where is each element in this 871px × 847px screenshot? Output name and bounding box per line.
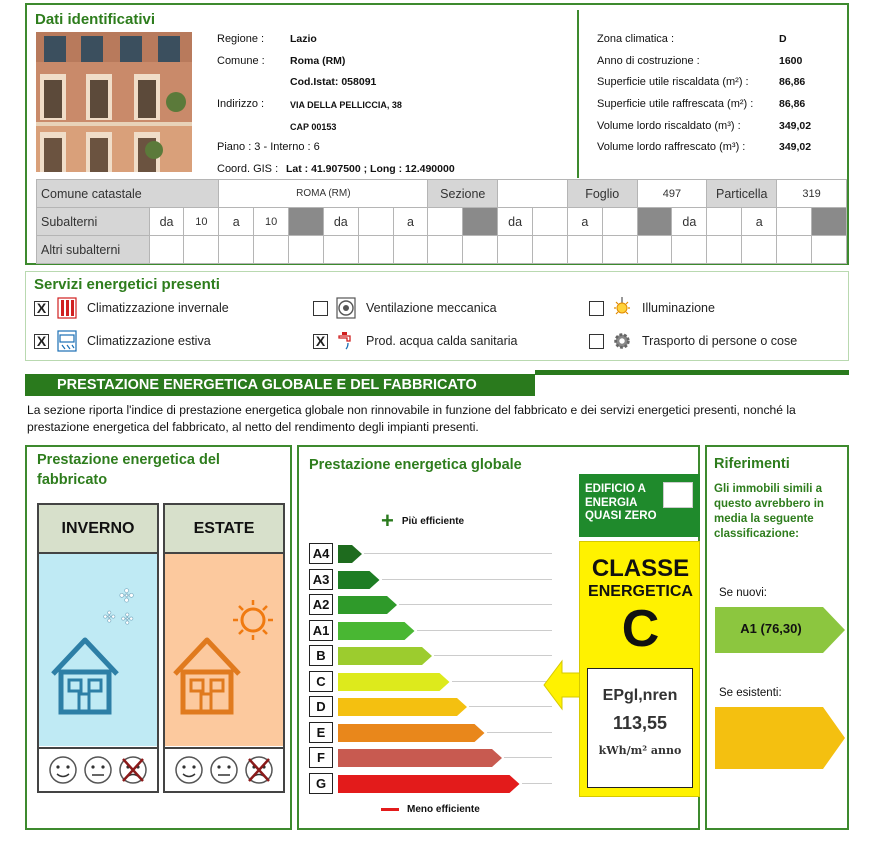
zona-label: Zona climatica : (597, 33, 675, 45)
servizio-trasporto (589, 330, 797, 352)
vol-raff-value: 349,02 (779, 141, 812, 153)
checkbox[interactable] (313, 301, 328, 316)
reference-line (522, 783, 553, 784)
estate-panel (163, 503, 285, 749)
servizio-label: Climatizzazione invernale (87, 301, 229, 315)
servizio-ventilazione (313, 297, 497, 319)
estate-rating (163, 748, 285, 793)
energy-class-label: C (309, 671, 333, 692)
inverno-rating (37, 748, 159, 793)
ep-label: EPgl,nren (602, 687, 678, 704)
sezione-value (498, 180, 568, 208)
cell (533, 208, 568, 236)
reference-line (417, 630, 553, 631)
energy-class-label: E (309, 722, 333, 743)
cod-istat: Cod.Istat: 058091 (290, 76, 377, 88)
piano-interno: Piano : 3 - Interno : 6 (217, 141, 320, 153)
servizio-label: Trasporto di persone o cose (642, 334, 798, 348)
anno-label: Anno di costruzione : (597, 55, 700, 67)
radiator-icon (57, 297, 77, 319)
inverno-illustration (39, 554, 157, 746)
particella-label: Particella (707, 180, 777, 208)
riferimenti-text: Gli immobili simili a questo avrebbero in media la seguente classificazione: (714, 483, 824, 540)
energy-class-label: A3 (309, 569, 333, 590)
section-title: Servizi energetici presenti (34, 276, 220, 293)
band-line (535, 370, 849, 375)
particella-value: 319 (777, 180, 847, 208)
building-photo (36, 32, 192, 172)
catasto-table (36, 179, 847, 264)
table-row (37, 180, 847, 208)
energy-class-arrow (338, 775, 520, 793)
foglio-value: 497 (637, 180, 707, 208)
neutral-face-icon (209, 755, 239, 785)
checkbox[interactable] (589, 301, 604, 316)
table-row (37, 208, 847, 236)
inverno-panel (37, 503, 159, 749)
foglio-label: Foglio (567, 180, 637, 208)
energetica-label: ENERGETICA (588, 583, 693, 600)
energy-class-label: B (309, 645, 333, 666)
prestazione-globale-section (297, 445, 700, 830)
da-label: da (498, 208, 533, 236)
a-label: a (742, 208, 777, 236)
checkbox[interactable]: X (34, 334, 49, 349)
energy-class-arrow (338, 749, 502, 767)
air-conditioner-icon (57, 330, 77, 352)
ep-value: 113,55 (612, 713, 668, 733)
cell (602, 208, 637, 236)
prestazione-fabbricato-section (25, 445, 292, 830)
sad-face-crossed-icon (118, 755, 148, 785)
reference-line (469, 706, 552, 707)
altri-subalterni-label: Altri subalterni (37, 236, 150, 264)
energy-class-arrow (338, 724, 485, 742)
svg-text:✣: ✣ (121, 610, 134, 628)
a-label: a (567, 208, 602, 236)
servizio-label: Climatizzazione estiva (87, 334, 211, 348)
cell (637, 208, 672, 236)
vol-risc-value: 349,02 (779, 120, 812, 132)
zona-value: D (779, 33, 787, 45)
reference-line (487, 732, 553, 733)
minus-icon (381, 808, 399, 811)
da-label: da (149, 208, 184, 236)
reference-line (434, 655, 552, 656)
energy-class-label: G (309, 773, 333, 794)
classe-label: CLASSE (591, 555, 690, 582)
divider (577, 10, 579, 178)
servizi-energetici-section (25, 271, 849, 361)
coord-label: Coord. GIS : (217, 163, 279, 175)
fan-icon (336, 297, 356, 319)
coord-value: Lat : 41.907500 ; Long : 12.490000 (286, 163, 455, 175)
ep-unit: kWh/m² anno (598, 744, 682, 757)
tap-icon (336, 330, 356, 352)
svg-text:✣: ✣ (119, 586, 135, 607)
reference-line (364, 553, 552, 554)
comune-value: Roma (RM) (290, 55, 346, 67)
happy-face-icon (174, 755, 204, 785)
energy-class-arrow (338, 571, 380, 589)
dati-identificativi-section (25, 3, 849, 265)
esistenti-class-arrow (715, 707, 845, 769)
current-class-pointer (542, 657, 582, 713)
cell (812, 208, 847, 236)
svg-text:✣: ✣ (103, 608, 116, 626)
nuovi-value: A1 (76,30) (740, 621, 802, 636)
indirizzo-value: VIA DELLA PELLICCIA, 38 (290, 100, 402, 110)
indirizzo-label: Indirizzo : (217, 98, 265, 110)
a-label: a (219, 208, 254, 236)
reference-line (452, 681, 553, 682)
gear-icon (612, 330, 632, 352)
piu-efficiente-label: Più efficiente (401, 515, 465, 527)
comune-label: Comune : (217, 55, 265, 67)
checkbox[interactable]: X (34, 301, 49, 316)
sub-a-value: 10 (254, 208, 289, 236)
nzeb-badge (579, 474, 700, 537)
sup-raff-value: 86,86 (779, 98, 806, 110)
reference-line (399, 604, 552, 605)
comune-catastale-label: Comune catastale (37, 180, 219, 208)
energy-class-arrow (338, 647, 432, 665)
servizio-acqua-calda (313, 330, 517, 352)
regione-label: Regione : (217, 33, 265, 45)
energy-class-label: A2 (309, 594, 333, 615)
vol-raff-label: Volume lordo raffrescato (m³) : (597, 141, 746, 153)
servizio-label: Illuminazione (642, 301, 715, 315)
subalterni-label: Subalterni (37, 208, 150, 236)
sad-face-crossed-icon (244, 755, 274, 785)
meno-efficiente-label: Meno efficiente (407, 804, 480, 815)
energy-class-arrow (338, 673, 450, 691)
meno-efficiente-legend (381, 804, 480, 815)
energy-class-label: A4 (309, 543, 333, 564)
estate-illustration (165, 554, 283, 746)
a-label: a (393, 208, 428, 236)
section-title: Riferimenti (714, 456, 790, 472)
riferimenti-section (705, 445, 849, 830)
intro-text: La sezione riporta l'indice di prestazione energetica globale non rinnovabile in funzione del fabbricato e dei servizi energetici presenti, nonché la prestazione energetica del fabbricato, al netto del rendimento degli impianti presenti. (27, 403, 796, 434)
ep-indicator (587, 668, 693, 788)
inverno-heading: INVERNO (39, 505, 157, 554)
happy-face-icon (48, 755, 78, 785)
vol-risc-label: Volume lordo riscaldato (m³) : (597, 120, 741, 132)
da-label: da (323, 208, 358, 236)
energy-class-label: D (309, 696, 333, 717)
neutral-face-icon (83, 755, 113, 785)
servizio-label: Ventilazione meccanica (366, 301, 497, 315)
regione-value: Lazio (290, 33, 317, 45)
energy-class-label: F (309, 747, 333, 768)
energy-class-label: A1 (309, 620, 333, 641)
sup-risc-label: Superficie utile riscaldata (m²) : (597, 76, 749, 88)
sezione-label: Sezione (428, 180, 498, 208)
classe-value: C (621, 600, 660, 658)
cell (777, 208, 812, 236)
servizio-climatizzazione-estiva (34, 330, 211, 352)
servizio-illuminazione (589, 297, 715, 319)
cap-value: CAP 00153 (290, 122, 337, 132)
energy-class-arrow (338, 698, 467, 716)
plus-icon: + (381, 508, 394, 533)
comune-catastale-value: ROMA (RM) (219, 180, 428, 208)
cell (707, 208, 742, 236)
classe-energetica-box (579, 541, 700, 797)
esistenti-label: Se esistenti: (719, 687, 782, 699)
prestazione-band-title: PRESTAZIONE ENERGETICA GLOBALE E DEL FABBRICATO (25, 374, 535, 396)
energy-class-arrow (338, 545, 362, 563)
da-label: da (672, 208, 707, 236)
sup-risc-value: 86,86 (779, 76, 806, 88)
section-title: Dati identificativi (35, 11, 156, 28)
anno-value: 1600 (779, 55, 803, 67)
servizio-label: Prod. acqua calda sanitaria (366, 334, 518, 348)
section-title: Prestazione energetica globale (309, 457, 522, 473)
energy-class-arrow (338, 622, 415, 640)
piu-efficiente-legend (381, 510, 464, 532)
reference-line (382, 579, 553, 580)
sub-da-value: 10 (184, 208, 219, 236)
estate-heading: ESTATE (165, 505, 283, 554)
cell (289, 208, 324, 236)
lightbulb-icon (612, 297, 632, 319)
section-title: Prestazione energetica del fabbricato (37, 452, 220, 488)
nuovi-label: Se nuovi: (719, 587, 767, 599)
servizio-climatizzazione-invernale (34, 297, 229, 319)
nzeb-text: EDIFICIO A ENERGIA QUASI ZERO (585, 483, 657, 522)
reference-line (504, 757, 552, 758)
table-row (37, 236, 847, 264)
energy-class-arrow (338, 596, 397, 614)
cell (463, 208, 498, 236)
checkbox[interactable] (589, 334, 604, 349)
nzeb-checkbox (663, 482, 693, 508)
cell (428, 208, 463, 236)
sup-raff-label: Superficie utile raffrescata (m²) : (597, 98, 754, 110)
cell (358, 208, 393, 236)
checkbox[interactable]: X (313, 334, 328, 349)
